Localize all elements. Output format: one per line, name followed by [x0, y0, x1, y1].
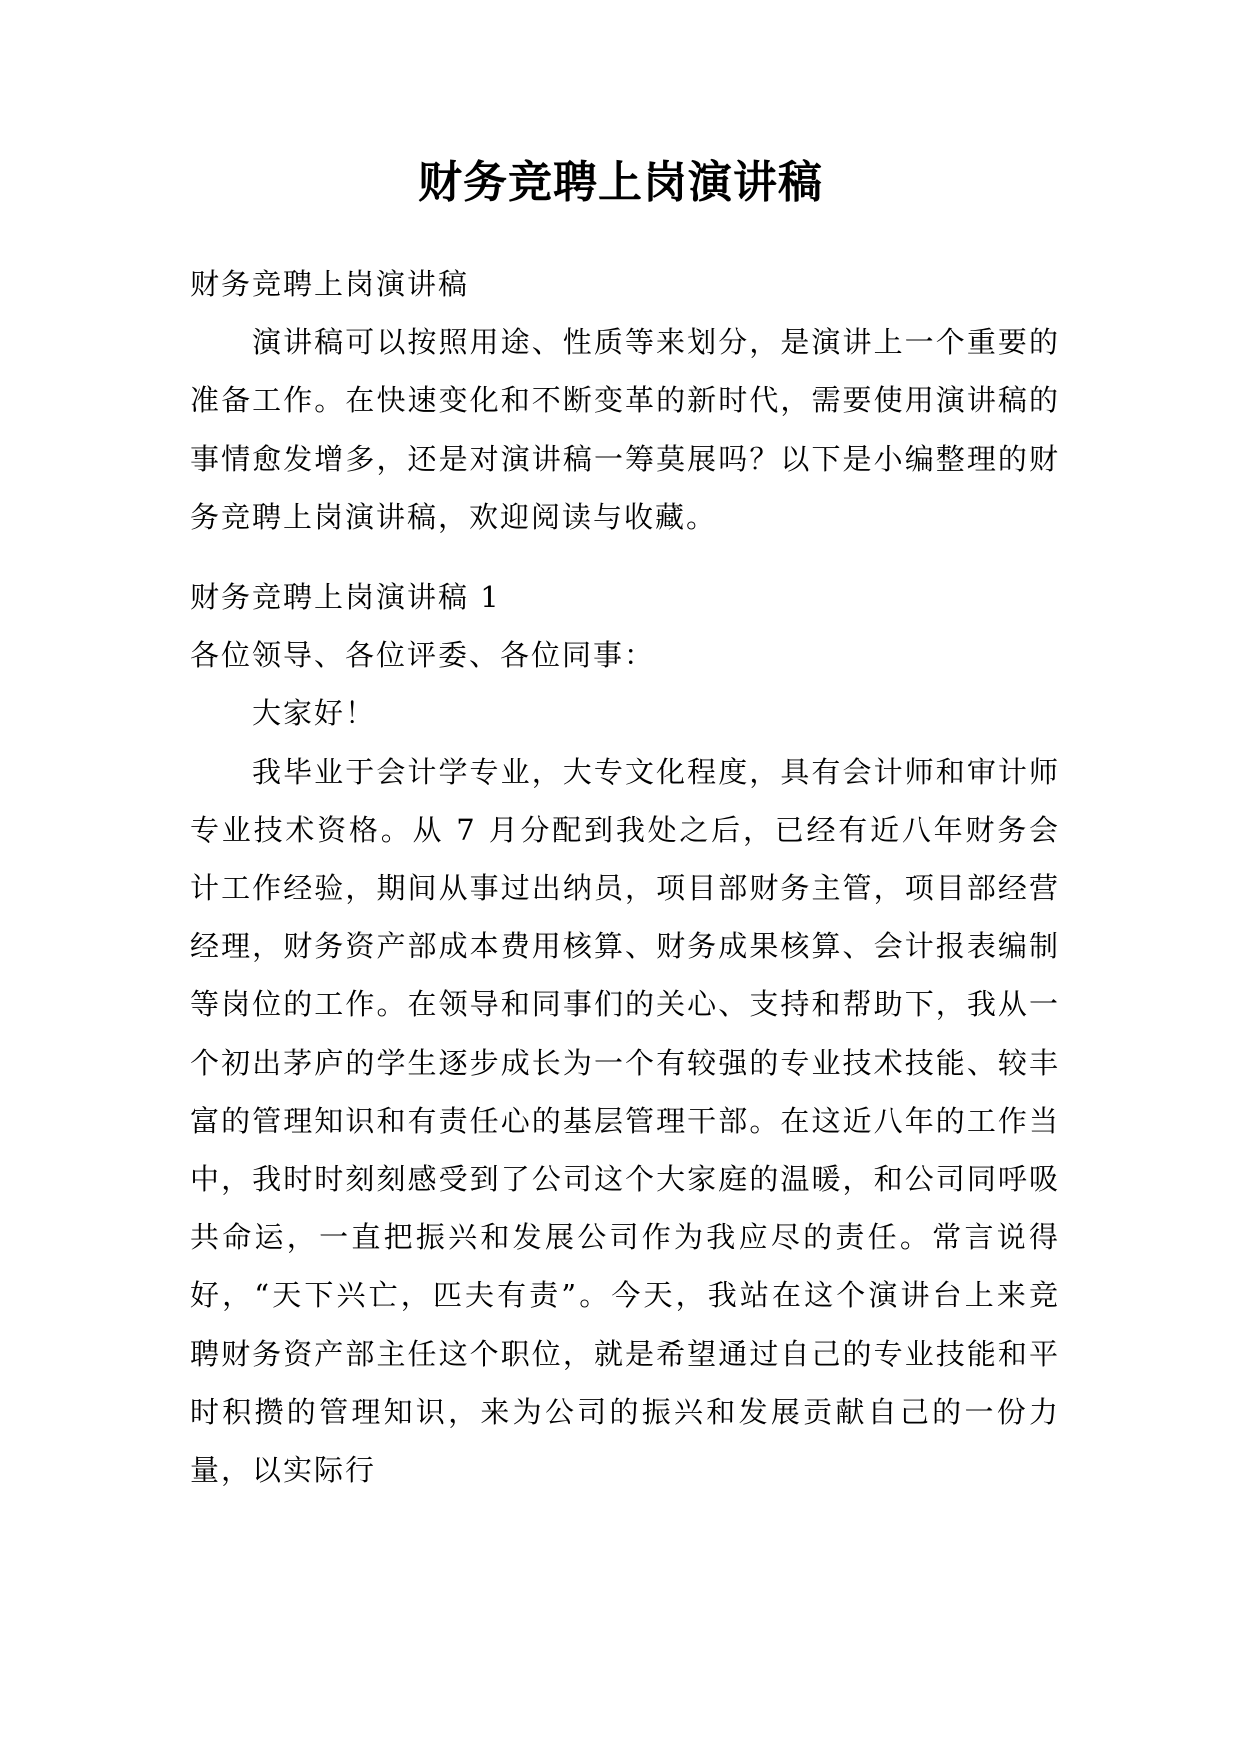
section-1-paragraph: 我毕业于会计学专业，大专文化程度，具有会计师和审计师专业技术资格。从 7 月分配到我处之后，已经有近八年财务会计工作经验，期间从事过出纳员，项目部财务主管，项目部经营经理，财务资产部成本费用核算、财务成果核算、会计报表编制等岗位的工作。在领导和同事们的关心、支持和帮助下，我从一个初出茅庐的学生逐步成长为一个有较强的专业技术技能、较丰富的管理知识和有责任心的基层管理干部。在这近八年的工作当中，我时时刻刻感受到了公司这个大家庭的温暖，和公司同呼吸共命运，一直把振兴和发展公司作为我应尽的责任。常言说得好，“天下兴亡，匹夫有责”。今天，我站在这个演讲台上来竞聘财务资产部主任这个职位，就是希望通过自己的专业技能和平时积攒的管理知识，来为公司的振兴和发展贡献自己的一份力量，以实际行 — [190, 754, 1060, 1488]
section-1-greeting: 大家好！ — [252, 696, 377, 731]
section-1-heading: 财务竞聘上岗演讲稿 1 — [190, 580, 501, 614]
intro-paragraph: 演讲稿可以按照用途、性质等来划分，是演讲上一个重要的准备工作。在快速变化和不断变革的新时代，需要使用演讲稿的事情愈发增多，还是对演讲稿一筹莫展吗？以下是小编整理的财务竞聘上岗演讲稿，欢迎阅读与收藏。 — [190, 325, 1060, 534]
intro-heading: 财务竞聘上岗演讲稿 — [190, 267, 470, 301]
section-1-salutation: 各位领导、各位评委、各位同事： — [190, 638, 656, 673]
intro-section — [190, 255, 1060, 546]
document-title: 财务竞聘上岗演讲稿 — [418, 157, 823, 208]
section-1 — [190, 568, 1060, 1499]
